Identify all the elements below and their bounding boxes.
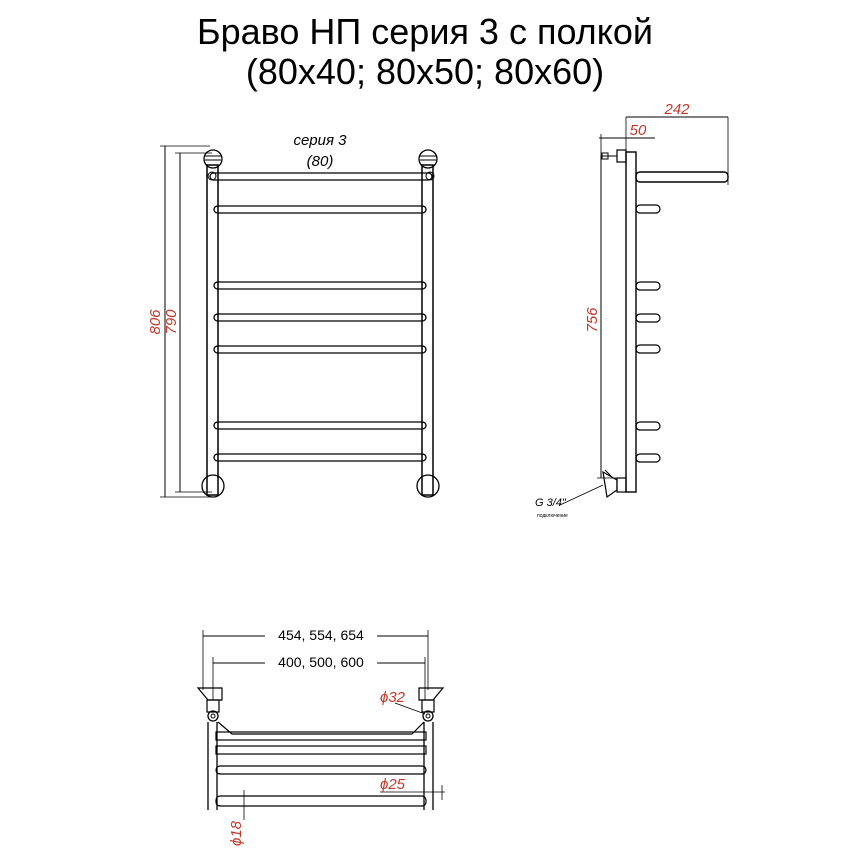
top-shelf-rung bbox=[210, 173, 432, 180]
bottom-right-fitting bbox=[417, 475, 439, 497]
width-total-label: 454, 554, 654 bbox=[278, 627, 364, 643]
height-axis-label: 790 bbox=[163, 309, 180, 335]
title-line-1: Браво НП серия 3 с полкой bbox=[197, 11, 653, 52]
series-label: серия 3 bbox=[293, 132, 347, 149]
rung bbox=[214, 282, 426, 289]
axis-label: (80) bbox=[306, 153, 334, 170]
rung bbox=[214, 314, 426, 321]
rung-stub bbox=[636, 314, 660, 322]
rung-stub bbox=[636, 282, 660, 290]
rung bbox=[214, 454, 426, 461]
rung bbox=[214, 206, 426, 213]
connection-note: подключение bbox=[537, 513, 568, 519]
bottom-rung-top-view bbox=[216, 796, 426, 806]
side-rail bbox=[626, 152, 636, 492]
connection-label: G 3/4" bbox=[535, 497, 566, 509]
pipe-rung-label: ϕ25 bbox=[380, 776, 406, 793]
bottom-left-fitting bbox=[202, 475, 224, 497]
height-label: 756 bbox=[584, 307, 601, 333]
offset-label: 50 bbox=[629, 122, 647, 139]
rung-stub bbox=[636, 205, 660, 213]
rung-top-view bbox=[216, 766, 426, 774]
width-axis-label: 400, 500, 600 bbox=[278, 654, 364, 670]
left-rail bbox=[207, 165, 218, 495]
side-shelf bbox=[636, 172, 728, 182]
rung-stub bbox=[636, 454, 660, 462]
side-view bbox=[535, 101, 728, 519]
height-total-label: 806 bbox=[147, 309, 164, 335]
rung bbox=[214, 346, 426, 353]
front-view bbox=[147, 132, 439, 497]
title-line-2: (80х40; 80х50; 80х60) bbox=[245, 51, 605, 92]
pipe-small-label: ϕ18 bbox=[228, 820, 245, 846]
rung-stub bbox=[636, 345, 660, 353]
depth-total-label: 242 bbox=[664, 101, 690, 118]
rung bbox=[214, 422, 426, 429]
top-shelf bbox=[216, 732, 426, 740]
right-rail bbox=[422, 165, 433, 495]
pipe-main-label: ϕ32 bbox=[380, 689, 406, 706]
rung-stub bbox=[636, 422, 660, 430]
top-view bbox=[198, 626, 445, 846]
valve-icon bbox=[603, 472, 617, 497]
